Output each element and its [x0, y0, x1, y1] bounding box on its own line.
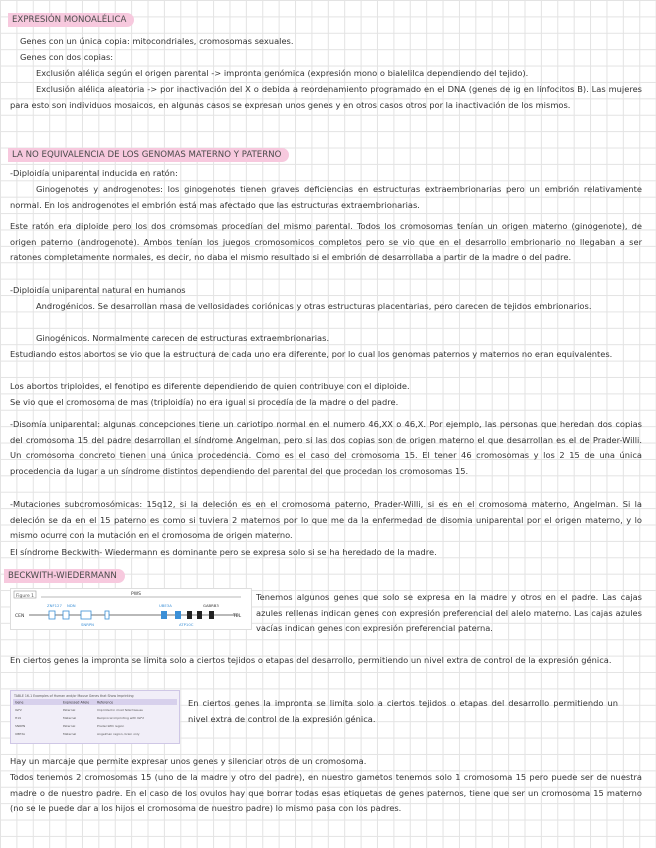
figure-tag: Figure 1	[16, 594, 35, 599]
paragraph: Genes con dos copias:	[20, 52, 114, 62]
gene-box-paternal	[81, 611, 91, 619]
gene-label: SNRPN	[81, 622, 95, 627]
table-cell: Angelman region, brain only	[97, 732, 140, 736]
paragraph: Se vio que el cromosoma de mas (triploidía) no era igual si procedía de la madre o del padre.	[10, 397, 399, 407]
paragraph: Exclusión alélica según el origen parental -> impronta genómica (expresión mono o bialelilca dependiendo del tejido).	[36, 68, 529, 78]
figure-description: Tenemos algunos genes que solo se expresa en la madre y otros en el padre. Las cajas azules rellenas indican genes con expresión preferencial del alelo materno. Las cajas azules vacías indican genes con expresión preferencial paterna.	[256, 592, 642, 634]
paragraph: En ciertos genes la impronta se limita solo a ciertos tejidos o etapas del desarrollo, permitiendo un nivel extra de control de la expresión génica.	[10, 655, 612, 665]
gene-label: ATP10C	[179, 622, 194, 627]
paragraph: Ginogénicos. Normalmente carecen de estructuras extraembrionarias.	[36, 333, 330, 343]
gene-box-biallelic	[209, 611, 214, 619]
imprinting-table-svg	[11, 691, 179, 743]
table-cell: Maternal	[63, 732, 77, 736]
table-header-cell: Gene	[15, 700, 24, 705]
table-cell: SNRPN	[15, 724, 26, 728]
table-cell: Reciprocal imprinting with IGF2	[97, 716, 145, 720]
gene-label: ZNF127	[47, 603, 62, 608]
table-cell: Paternal	[63, 708, 76, 712]
paragraph: Ginogenotes y androgenotes: los ginogenotes tienen graves deficiencias en estructuras extraembrionarias pero un embrión relativamente normal. En los androgenotes el embrión está mas afectado que las estructuras extraembrionarias.	[10, 184, 642, 210]
paragraph: Androgénicos. Se desarrollan masa de vellosidades coriónicas y otras estructuras placentarias, pero carecen de tejidos embrionarios.	[36, 301, 592, 311]
table-cell: Maternal	[63, 716, 77, 720]
gene-box-biallelic	[187, 611, 192, 619]
table-cell: Prader-Willi region	[97, 724, 125, 728]
gene-box-paternal	[105, 611, 109, 619]
paragraph: -Disomía uniparental: algunas concepciones tiene un cariotipo normal en el numero 46,XX o 46,X. Por ejemplo, las personas que heredan dos copias del cromosoma 15 del padre desarrollan el síndrome Angelman, pero si las dos copias son de origen materno el que desarrollan es el de Prader-Willi. Un cromosoma concreto tienen una única procedencia. Como es el caso del cromosoma 15. El tener 46 cromosomas y los 2 15 de una única procedencia da lugar a un síndrome distintos dependiendo del parental del que procedan los cromosomas 15.	[10, 419, 642, 477]
paragraph: Estudiando estos abortos se vio que la estructura de cada uno era diferente, por lo cual los genomas paternos y maternos no eran equivalentes.	[10, 349, 613, 359]
paragraph: Genes con un única copia: mitocondriales, cromosomas sexuales.	[20, 36, 294, 46]
table-cell: UBE3A	[15, 732, 26, 736]
table-header-bar	[13, 699, 177, 705]
paragraph: Este ratón era diploide pero los dos cromsomas procedían del mismo parental. Todos los cromosomas tenían un origen materno (ginogenote), de origen paterno (androgenote). Ambos tenían los juegos cromosomicos completos pero se vio que en el desarrollo embrionario no llegaban a ser ratones completamente normales, es decir, no daba el mismo resultado si el embrión de desarrollaba a partir de la madre o del padre.	[10, 221, 642, 263]
region-label: PWS	[131, 592, 142, 597]
table-header-cell: Reference	[97, 700, 114, 705]
figure-description: En ciertos genes la impronta se limita solo a ciertos tejidos o etapas del desarrollo permitiendo un nivel extra de control de la expresión génica.	[188, 698, 618, 724]
paragraph: Los abortos triploides, el fenotipo es diferente dependiendo de quien contribuye con el diploide.	[10, 381, 410, 391]
table-caption: TABLE 16-1 Examples of Human and/or Mouse Genes that Show Imprinting	[14, 694, 134, 698]
table-header-cell: Expressed Allele	[63, 700, 90, 705]
section-heading-genomes: LA NO EQUIVALENCIA DE LOS GENOMAS MATERNO Y PATERNO	[8, 148, 289, 162]
table-cell: Imprinted in most fetal tissues	[97, 708, 143, 712]
gene-label: GABRB3	[203, 603, 219, 608]
table-cell: Paternal	[63, 724, 76, 728]
tel-label: TEL	[233, 614, 242, 619]
gene-box-maternal	[175, 611, 181, 619]
paragraph: Todos tenemos 2 cromosomas 15 (uno de la madre y otro del padre), en nuestro gametos tenemos solo 1 cromosoma 15 pero puede ser de nuestra madre o de nuestro padre. En el caso de los ovulos hay que borrar todas esas etiquetas de genes paternos, tiene que ser un cromosoma 15 materno (no se le puede dar a los hijos el cromosoma de nuestro padre) lo mismo pasa con los padres.	[10, 772, 642, 814]
section-heading-beckwith: BECKWITH-WIEDERMANN	[4, 569, 125, 583]
imprinting-table-figure	[10, 690, 180, 744]
gene-map-figure	[10, 588, 252, 630]
paragraph: -Diploidía uniparental inducida en ratón:	[10, 168, 178, 178]
section-heading-monoallelic: EXPRESIÓN MONOALÉLICA	[8, 13, 134, 27]
gene-label: UBE3A	[159, 603, 172, 608]
gene-map-svg	[11, 589, 251, 629]
gene-box-maternal	[161, 611, 167, 619]
paragraph: -Diploidía uniparental natural en humanos	[10, 285, 186, 295]
paragraph: -Mutaciones subcromosómicas: 15q12, si la deleción es en el cromosoma paterno, Prader-Willi, si es en el cromosoma materno, Angelman. Si la deleción se da en el 15 paterno es como si tuviera 2 maternos por lo que me da la enfermedad de disomia uniparental por el origen materno, y lo mismo ocurre con la mutación en el cromosoma de origen materno.	[10, 499, 642, 541]
gene-label: NDN	[67, 603, 76, 608]
gene-box-paternal	[63, 611, 69, 619]
paragraph: Exclusión alélica aleatoria -> por inactivación del X o debida a reordenamiento programado en el DNA (genes de ig en linfocitos B). Las mujeres para esto son individuos mosaicos, en algunas casos se expresan unos genes y en otros casos otros por la inactivación de los mismos.	[10, 84, 642, 110]
table-cell: IGF2	[15, 708, 22, 712]
table-cell: H19	[15, 716, 22, 720]
paragraph: Hay un marcaje que permite expresar unos genes y silenciar otros de un cromosoma.	[10, 756, 367, 766]
gene-box-biallelic	[197, 611, 202, 619]
gene-box-paternal	[49, 611, 55, 619]
paragraph: El síndrome Beckwith- Wiedermann es dominante pero se expresa solo si se ha heredado de la madre.	[10, 547, 437, 557]
cen-label: CEN	[15, 614, 25, 619]
